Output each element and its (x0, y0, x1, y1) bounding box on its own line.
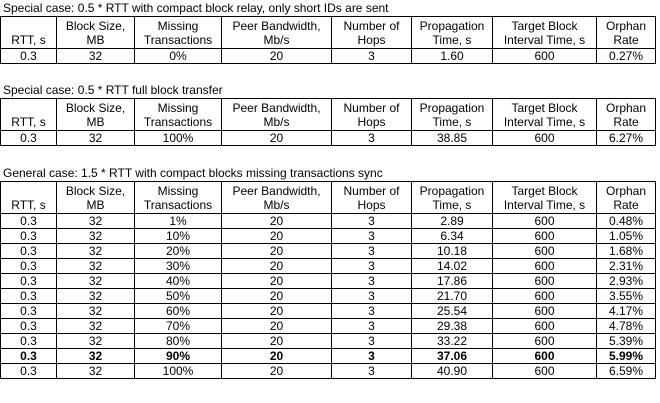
header-missing-transactions: Missing Transactions (135, 99, 222, 131)
header-missing-transactions: Missing Transactions (135, 182, 222, 214)
cell-block-size: 32 (57, 304, 135, 319)
header-propagation-time: Propagation Time, s (412, 182, 493, 214)
cell-hops: 3 (332, 229, 412, 244)
header-number-of-hops: Number of Hops (332, 17, 412, 49)
cell-interval: 600 (493, 304, 597, 319)
cell-rtt: 0.3 (1, 364, 57, 379)
cell-hops: 3 (332, 244, 412, 259)
cell-block-size: 32 (57, 259, 135, 274)
cell-missing: 40% (135, 274, 222, 289)
cell-propagation: 33.22 (412, 334, 493, 349)
header-target-interval: Target Block Interval Time, s (493, 17, 597, 49)
cell-interval: 600 (493, 274, 597, 289)
cell-interval: 600 (493, 244, 597, 259)
cell-orphan: 6.27% (597, 131, 656, 146)
cell-bandwidth: 20 (222, 229, 332, 244)
cell-interval: 600 (493, 334, 597, 349)
table-row (1, 274, 656, 289)
cell-hops: 3 (332, 319, 412, 334)
header-rtt: RTT, s (1, 182, 57, 214)
cell-bandwidth: 20 (222, 364, 332, 379)
table-row (1, 259, 656, 274)
header-number-of-hops: Number of Hops (332, 182, 412, 214)
section-2-title: Special case: 0.5 * RTT full block transfer (3, 83, 223, 97)
cell-interval: 600 (493, 229, 597, 244)
cell-bandwidth: 20 (222, 259, 332, 274)
table-row (1, 364, 656, 379)
header-row (1, 99, 656, 131)
cell-propagation: 10.18 (412, 244, 493, 259)
cell-propagation: 21.70 (412, 289, 493, 304)
section-2-table (0, 98, 656, 146)
cell-bandwidth: 20 (222, 319, 332, 334)
header-block-size: Block Size, MB (57, 17, 135, 49)
cell-orphan: 6.59% (597, 364, 656, 379)
cell-rtt: 0.3 (1, 349, 57, 364)
table-row (1, 131, 656, 146)
cell-block-size: 32 (57, 349, 135, 364)
cell-block-size: 32 (57, 334, 135, 349)
header-peer-bandwidth: Peer Bandwidth, Mb/s (222, 17, 332, 49)
section-1-table (0, 16, 656, 64)
cell-missing: 70% (135, 319, 222, 334)
table-row (1, 229, 656, 244)
cell-bandwidth: 20 (222, 214, 332, 229)
cell-missing: 30% (135, 259, 222, 274)
cell-propagation: 25.54 (412, 304, 493, 319)
header-rtt: RTT, s (1, 17, 57, 49)
header-orphan-rate: Orphan Rate (597, 182, 656, 214)
table-row (1, 49, 656, 64)
cell-hops: 3 (332, 259, 412, 274)
cell-propagation: 2.89 (412, 214, 493, 229)
cell-interval: 600 (493, 319, 597, 334)
cell-hops: 3 (332, 304, 412, 319)
cell-interval: 600 (493, 259, 597, 274)
cell-hops: 3 (332, 349, 412, 364)
cell-interval: 600 (493, 349, 597, 364)
cell-rtt: 0.3 (1, 49, 57, 64)
cell-rtt: 0.3 (1, 131, 57, 146)
cell-interval: 600 (493, 131, 597, 146)
cell-orphan: 5.39% (597, 334, 656, 349)
cell-block-size: 32 (57, 364, 135, 379)
header-target-interval: Target Block Interval Time, s (493, 182, 597, 214)
cell-missing: 20% (135, 244, 222, 259)
cell-orphan: 4.17% (597, 304, 656, 319)
cell-propagation: 14.02 (412, 259, 493, 274)
cell-interval: 600 (493, 49, 597, 64)
cell-missing: 60% (135, 304, 222, 319)
cell-missing: 100% (135, 364, 222, 379)
cell-interval: 600 (493, 289, 597, 304)
cell-orphan: 4.78% (597, 319, 656, 334)
header-orphan-rate: Orphan Rate (597, 17, 656, 49)
cell-hops: 3 (332, 364, 412, 379)
cell-missing: 90% (135, 349, 222, 364)
cell-hops: 3 (332, 214, 412, 229)
cell-block-size: 32 (57, 131, 135, 146)
cell-bandwidth: 20 (222, 334, 332, 349)
cell-missing: 80% (135, 334, 222, 349)
header-missing-transactions: Missing Transactions (135, 17, 222, 49)
cell-block-size: 32 (57, 214, 135, 229)
cell-bandwidth: 20 (222, 349, 332, 364)
cell-hops: 3 (332, 334, 412, 349)
table-row (1, 304, 656, 319)
header-propagation-time: Propagation Time, s (412, 99, 493, 131)
cell-interval: 600 (493, 214, 597, 229)
cell-bandwidth: 20 (222, 49, 332, 64)
cell-bandwidth: 20 (222, 289, 332, 304)
cell-hops: 3 (332, 289, 412, 304)
cell-orphan: 2.93% (597, 274, 656, 289)
cell-bandwidth: 20 (222, 244, 332, 259)
cell-rtt: 0.3 (1, 289, 57, 304)
cell-hops: 3 (332, 49, 412, 64)
cell-rtt: 0.3 (1, 304, 57, 319)
cell-block-size: 32 (57, 274, 135, 289)
cell-rtt: 0.3 (1, 334, 57, 349)
cell-block-size: 32 (57, 319, 135, 334)
header-rtt: RTT, s (1, 99, 57, 131)
cell-missing: 1% (135, 214, 222, 229)
cell-rtt: 0.3 (1, 274, 57, 289)
header-target-interval: Target Block Interval Time, s (493, 99, 597, 131)
cell-rtt: 0.3 (1, 259, 57, 274)
cell-propagation: 38.85 (412, 131, 493, 146)
cell-block-size: 32 (57, 49, 135, 64)
general-case-rows (1, 214, 656, 379)
header-block-size: Block Size, MB (57, 182, 135, 214)
cell-orphan: 0.48% (597, 214, 656, 229)
cell-missing: 100% (135, 131, 222, 146)
table-row (1, 214, 656, 229)
cell-propagation: 37.06 (412, 349, 493, 364)
section-1-title: Special case: 0.5 * RTT with compact block relay, only short IDs are sent (3, 1, 389, 15)
table-row (1, 244, 656, 259)
cell-hops: 3 (332, 131, 412, 146)
cell-orphan: 1.68% (597, 244, 656, 259)
cell-missing: 50% (135, 289, 222, 304)
cell-interval: 600 (493, 364, 597, 379)
table-row (1, 334, 656, 349)
header-block-size: Block Size, MB (57, 99, 135, 131)
cell-orphan: 1.05% (597, 229, 656, 244)
cell-orphan: 0.27% (597, 49, 656, 64)
header-number-of-hops: Number of Hops (332, 99, 412, 131)
table-row (1, 319, 656, 334)
cell-missing: 0% (135, 49, 222, 64)
cell-propagation: 17.86 (412, 274, 493, 289)
cell-block-size: 32 (57, 289, 135, 304)
table-row (1, 349, 656, 364)
header-row (1, 17, 656, 49)
cell-rtt: 0.3 (1, 229, 57, 244)
cell-bandwidth: 20 (222, 304, 332, 319)
cell-propagation: 29.38 (412, 319, 493, 334)
table-row (1, 289, 656, 304)
cell-propagation: 1.60 (412, 49, 493, 64)
cell-block-size: 32 (57, 244, 135, 259)
cell-bandwidth: 20 (222, 131, 332, 146)
header-peer-bandwidth: Peer Bandwidth, Mb/s (222, 182, 332, 214)
cell-propagation: 40.90 (412, 364, 493, 379)
cell-bandwidth: 20 (222, 274, 332, 289)
section-3-title: General case: 1.5 * RTT with compact blocks missing transactions sync (3, 166, 383, 180)
cell-rtt: 0.3 (1, 244, 57, 259)
header-orphan-rate: Orphan Rate (597, 99, 656, 131)
cell-missing: 10% (135, 229, 222, 244)
section-3-table (0, 181, 656, 379)
cell-hops: 3 (332, 274, 412, 289)
header-peer-bandwidth: Peer Bandwidth, Mb/s (222, 99, 332, 131)
cell-orphan: 2.31% (597, 259, 656, 274)
cell-orphan: 5.99% (597, 349, 656, 364)
cell-propagation: 6.34 (412, 229, 493, 244)
cell-rtt: 0.3 (1, 214, 57, 229)
cell-block-size: 32 (57, 229, 135, 244)
cell-rtt: 0.3 (1, 319, 57, 334)
header-propagation-time: Propagation Time, s (412, 17, 493, 49)
header-row (1, 182, 656, 214)
cell-orphan: 3.55% (597, 289, 656, 304)
